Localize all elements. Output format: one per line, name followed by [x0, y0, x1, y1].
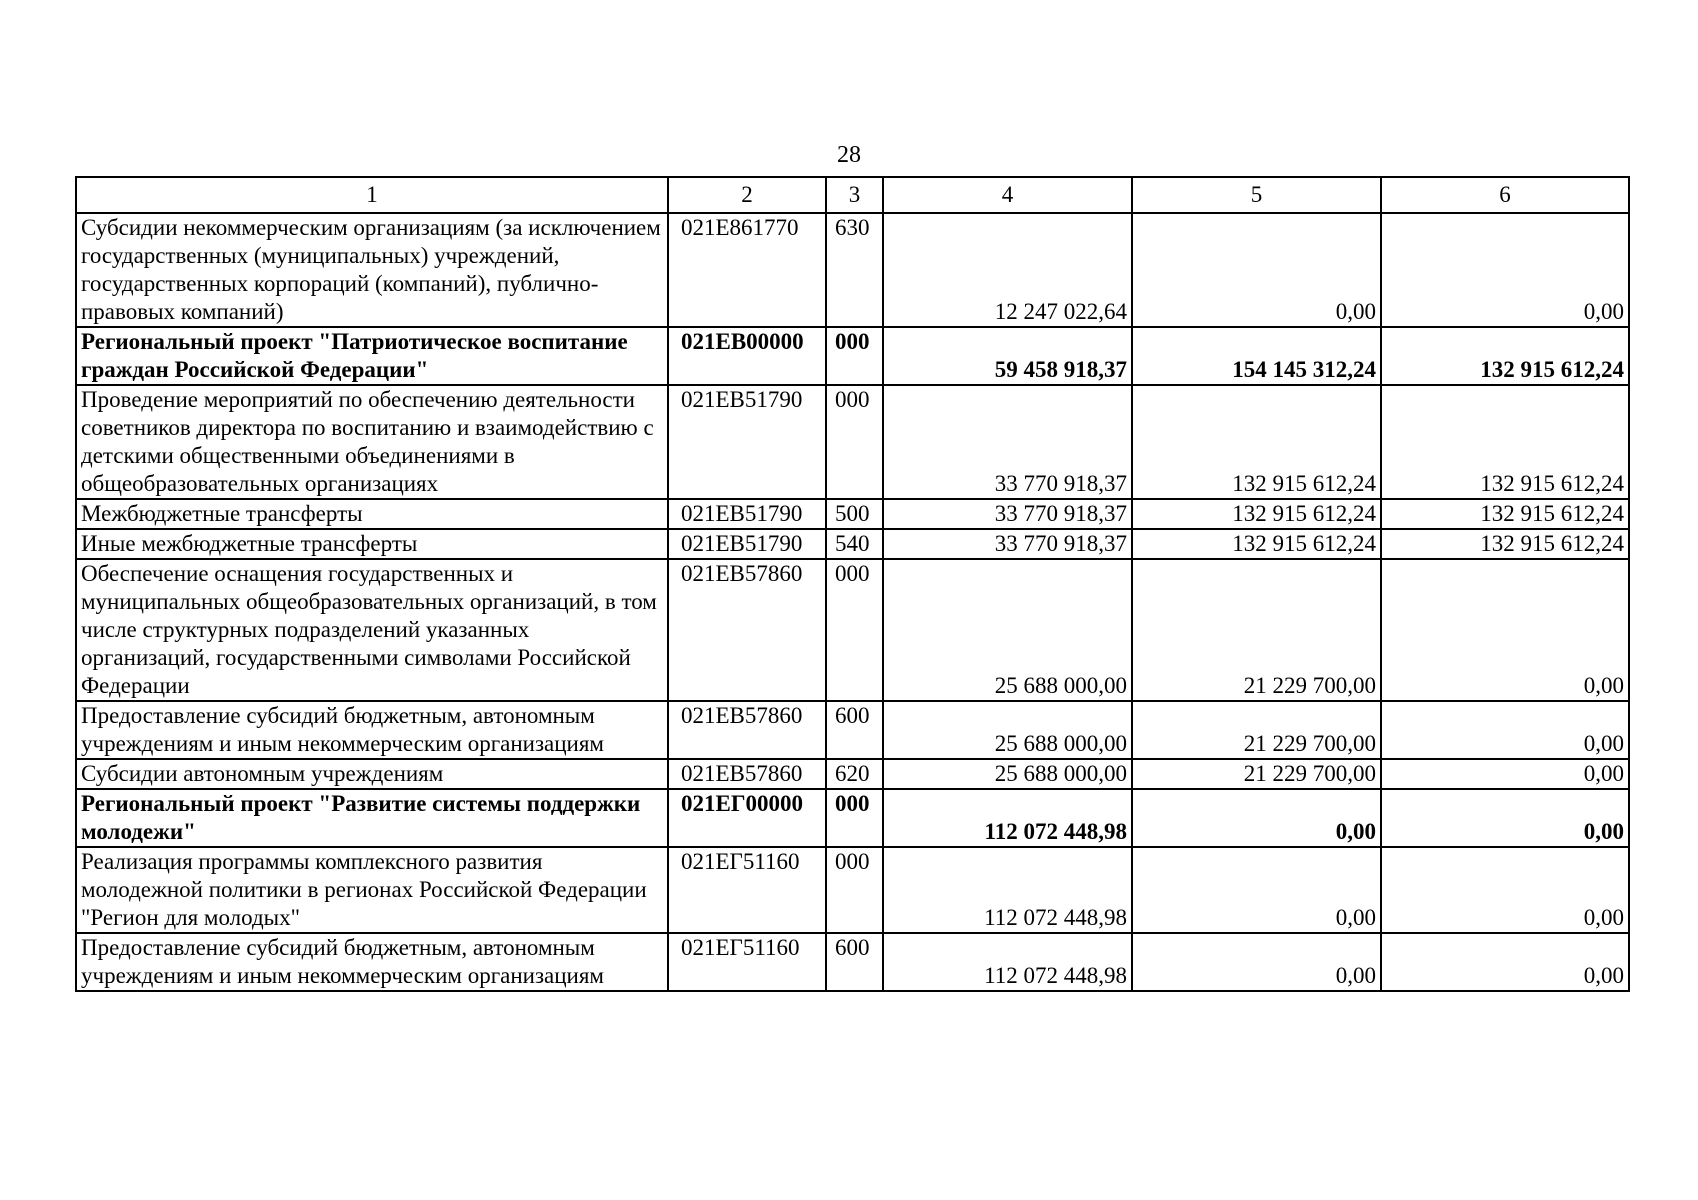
row-type-cell: 620: [826, 759, 883, 789]
table-row: [76, 933, 1629, 991]
column-header-3: 3: [826, 177, 883, 213]
table-row: [76, 847, 1629, 933]
row-amount-col6: 132 915 612,24: [1381, 385, 1629, 499]
row-code-cell: 021E861770: [668, 213, 826, 327]
row-code-cell: 021EГ00000: [668, 789, 826, 847]
row-type-cell: 600: [826, 701, 883, 759]
row-amount-col5: 21 229 700,00: [1132, 701, 1381, 759]
row-code-cell: 021EB57860: [668, 701, 826, 759]
row-amount-col4: 112 072 448,98: [883, 847, 1132, 933]
row-code-cell: 021EB00000: [668, 327, 826, 385]
column-header-6: 6: [1381, 177, 1629, 213]
row-name-cell: Предоставление субсидий бюджетным, автономным учреждениям и иным некоммерческим организациям: [76, 933, 668, 991]
row-name-cell: Субсидии автономным учреждениям: [76, 759, 668, 789]
row-name-cell: Межбюджетные трансферты: [76, 499, 668, 529]
row-amount-col6: 0,00: [1381, 559, 1629, 701]
row-code-cell: 021EB51790: [668, 385, 826, 499]
row-amount-col5: 21 229 700,00: [1132, 559, 1381, 701]
row-amount-col6: 0,00: [1381, 789, 1629, 847]
row-amount-col4: 33 770 918,37: [883, 385, 1132, 499]
row-name-cell: Иные межбюджетные трансферты: [76, 529, 668, 559]
row-name-cell: Региональный проект "Патриотическое воспитание граждан Российской Федерации": [76, 327, 668, 385]
row-code-cell: 021EB57860: [668, 559, 826, 701]
table-row: [76, 213, 1629, 327]
row-code-cell: 021EB51790: [668, 499, 826, 529]
table-row: [76, 789, 1629, 847]
row-amount-col5: 0,00: [1132, 933, 1381, 991]
row-name-cell: Проведение мероприятий по обеспечению деятельности советников директора по воспитанию и взаимодействию с детскими общественными объединениями в общеобразовательных организациях: [76, 385, 668, 499]
row-amount-col5: 154 145 312,24: [1132, 327, 1381, 385]
row-type-cell: 630: [826, 213, 883, 327]
row-amount-col4: 112 072 448,98: [883, 933, 1132, 991]
row-amount-col4: 12 247 022,64: [883, 213, 1132, 327]
row-type-cell: 000: [826, 559, 883, 701]
row-type-cell: 540: [826, 529, 883, 559]
row-amount-col6: 132 915 612,24: [1381, 499, 1629, 529]
row-name-cell: Предоставление субсидий бюджетным, автономным учреждениям и иным некоммерческим организациям: [76, 701, 668, 759]
row-name-cell: Региональный проект "Развитие системы поддержки молодежи": [76, 789, 668, 847]
row-amount-col4: 25 688 000,00: [883, 701, 1132, 759]
row-name-cell: Реализация программы комплексного развития молодежной политики в регионах Российской Федерации "Регион для молодых": [76, 847, 668, 933]
row-type-cell: 000: [826, 327, 883, 385]
row-code-cell: 021EГ51160: [668, 847, 826, 933]
table-row: [76, 759, 1629, 789]
table-row: [76, 559, 1629, 701]
row-amount-col4: 33 770 918,37: [883, 529, 1132, 559]
row-type-cell: 000: [826, 789, 883, 847]
column-header-2: 2: [668, 177, 826, 213]
row-amount-col4: 59 458 918,37: [883, 327, 1132, 385]
row-amount-col4: 33 770 918,37: [883, 499, 1132, 529]
row-amount-col6: 0,00: [1381, 847, 1629, 933]
budget-table: [75, 176, 1630, 992]
page-number: 28: [837, 142, 861, 168]
row-amount-col6: 0,00: [1381, 759, 1629, 789]
row-name-cell: Обеспечение оснащения государственных и муниципальных общеобразовательных организаций, в том числе структурных подразделений указанных организаций, государственными символами Российской Федерации: [76, 559, 668, 701]
row-amount-col5: 0,00: [1132, 789, 1381, 847]
row-amount-col6: 132 915 612,24: [1381, 327, 1629, 385]
row-amount-col5: 132 915 612,24: [1132, 385, 1381, 499]
row-amount-col5: 0,00: [1132, 847, 1381, 933]
row-amount-col6: 0,00: [1381, 701, 1629, 759]
row-amount-col6: 132 915 612,24: [1381, 529, 1629, 559]
row-type-cell: 000: [826, 847, 883, 933]
column-header-1: 1: [76, 177, 668, 213]
row-amount-col4: 112 072 448,98: [883, 789, 1132, 847]
table-row: [76, 529, 1629, 559]
row-type-cell: 000: [826, 385, 883, 499]
row-amount-col5: 132 915 612,24: [1132, 529, 1381, 559]
row-code-cell: 021EB57860: [668, 759, 826, 789]
row-amount-col5: 132 915 612,24: [1132, 499, 1381, 529]
table-row: [76, 327, 1629, 385]
row-name-cell: Субсидии некоммерческим организациям (за исключением государственных (муниципальных) учреждений, государственных корпораций (компаний), публично-правовых компаний): [76, 213, 668, 327]
row-amount-col5: 21 229 700,00: [1132, 759, 1381, 789]
row-amount-col4: 25 688 000,00: [883, 759, 1132, 789]
table-row: [76, 701, 1629, 759]
row-amount-col6: 0,00: [1381, 213, 1629, 327]
table-header-row: [76, 177, 1629, 213]
row-type-cell: 600: [826, 933, 883, 991]
column-header-4: 4: [883, 177, 1132, 213]
table-row: [76, 499, 1629, 529]
row-code-cell: 021EГ51160: [668, 933, 826, 991]
row-code-cell: 021EB51790: [668, 529, 826, 559]
table-row: [76, 385, 1629, 499]
row-amount-col4: 25 688 000,00: [883, 559, 1132, 701]
row-type-cell: 500: [826, 499, 883, 529]
column-header-5: 5: [1132, 177, 1381, 213]
row-amount-col6: 0,00: [1381, 933, 1629, 991]
row-amount-col5: 0,00: [1132, 213, 1381, 327]
